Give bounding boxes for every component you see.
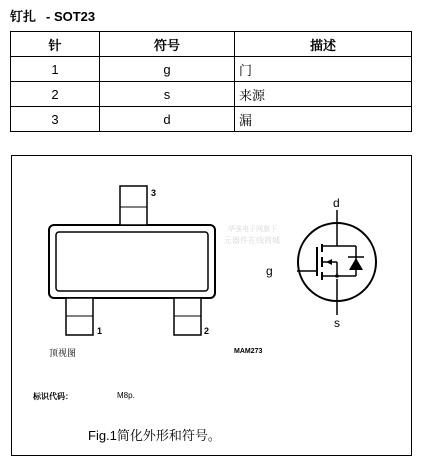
header-description: 描述	[235, 32, 412, 57]
pin-1-number: 1	[97, 326, 103, 336]
caption-prefix: Fig.1	[88, 428, 117, 443]
caption-text: 简化外形和符号。	[116, 429, 221, 444]
drain-terminal-label: d	[333, 196, 340, 210]
pin-1-lead	[66, 298, 93, 335]
package-body-inner	[56, 232, 208, 291]
pin-2-number: 2	[204, 326, 210, 336]
marking-code-value: M8p.	[117, 391, 135, 400]
package-name: - SOT23	[46, 9, 96, 24]
pin-number: 1	[11, 57, 100, 82]
pinout-title: 钉扎	[10, 10, 37, 25]
pin-symbol: g	[100, 57, 235, 82]
pin-description: 漏	[235, 107, 412, 132]
pin-number: 2	[11, 82, 100, 107]
header-symbol: 符号	[100, 32, 235, 57]
pin-symbol: s	[100, 82, 235, 107]
pin-description: 来源	[235, 82, 412, 107]
drawing-code: MAM273	[234, 348, 263, 355]
pin-number: 3	[11, 107, 100, 132]
pin-3-lead	[120, 186, 147, 225]
mosfet-symbol	[297, 210, 376, 315]
top-view-label: 顶视图	[49, 349, 77, 359]
pin-3-number: 3	[151, 188, 157, 198]
watermark-line2: 元器件在线商城	[224, 236, 280, 245]
header-pin: 针	[11, 32, 100, 57]
body-arrow	[326, 259, 332, 265]
diode-icon	[349, 258, 363, 270]
watermark-line1: 华强电子网旗下	[228, 225, 277, 233]
package-outline	[49, 225, 215, 298]
gate-terminal-label: g	[266, 264, 273, 278]
source-terminal-label: s	[334, 316, 340, 330]
pin-description: 门	[235, 57, 412, 82]
marking-code-label: 标识代码：	[33, 392, 73, 401]
pin-2-lead	[174, 298, 201, 335]
figure-caption	[88, 425, 221, 444]
pin-symbol: d	[100, 107, 235, 132]
